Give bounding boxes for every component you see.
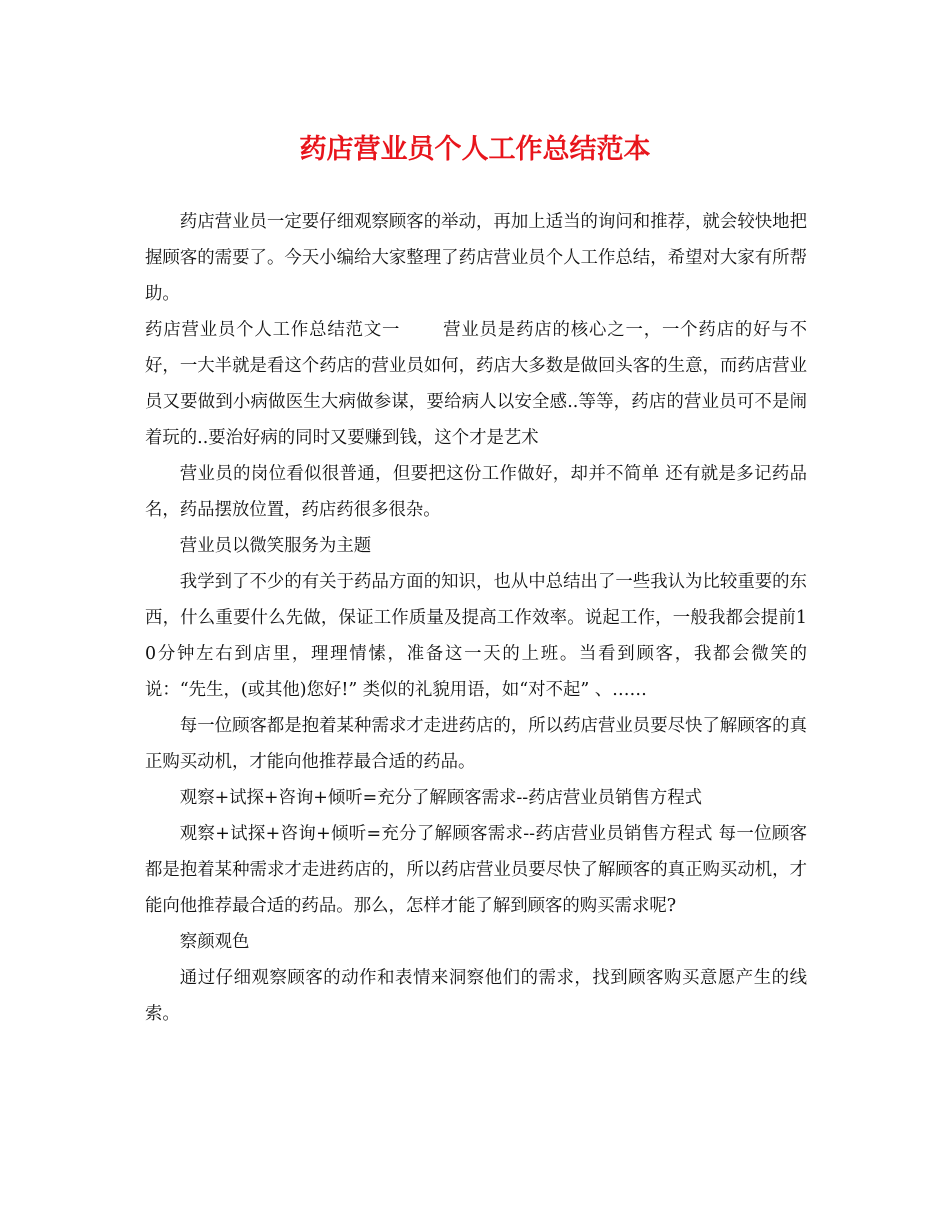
paragraph-observe-detail: 通过仔细观察顾客的动作和表情来洞察他们的需求，找到顾客购买意愿产生的线索。 <box>145 968 807 1024</box>
paragraph-observe-heading: 察颜观色 <box>179 932 250 952</box>
paragraph-intro: 药店营业员一定要仔细观察顾客的举动，再加上适当的询问和推荐，就会较快地把握顾客的需要了。今天小编给大家整理了药店营业员个人工作总结，希望对大家有所帮助。 <box>145 212 807 304</box>
paragraph-customer-needs: 每一位顾客都是抱着某种需求才走进药店的，所以药店营业员要尽快了解顾客的真正购买动机，才能向他推荐最合适的药品。 <box>145 716 807 772</box>
paragraph-sample-one: 药店营业员个人工作总结范文一 营业员是药店的核心之一，一个药店的好与不好，一大半就是看这个药店的营业员如何，药店大多数是做回头客的生意，而药店营业员又要做到小病做医生大病做参谋，要给病人以安全感..等等，药店的营业员可不是闹着玩的..要治好病的同时又要赚到钱，这个才是艺术 <box>145 320 807 448</box>
paragraph-position: 营业员的岗位看似很普通，但要把这份工作做好，却并不简单 还有就是多记药品名，药品摆放位置，药店药很多很杂。 <box>145 464 807 520</box>
document-body <box>145 204 807 1032</box>
paragraph-smile-service: 营业员以微笑服务为主题 <box>179 536 372 556</box>
document-title: 药店营业员个人工作总结范本 <box>299 134 651 165</box>
paragraph-formula: 观察+试探+咨询+倾听=充分了解顾客需求--药店营业员销售方程式 <box>179 788 702 808</box>
paragraph-formula-detail: 观察+试探+咨询+倾听=充分了解顾客需求--药店营业员销售方程式 每一位顾客都是抱着某种需求才走进药店的，所以药店营业员要尽快了解顾客的真正购买动机，才能向他推荐最合适的药品。那么，怎样才能了解到顾客的购买需求呢? <box>145 824 807 916</box>
paragraph-learned: 我学到了不少的有关于药品方面的知识，也从中总结出了一些我认为比较重要的东西，什么重要什么先做，保证工作质量及提高工作效率。说起工作，一般我都会提前10分钟左右到店里，理理情愫，准备这一天的上班。当看到顾客，我都会微笑的说：“先生，(或其他)您好!” 类似的礼貌用语，如“对不起” 、…… <box>145 572 807 700</box>
